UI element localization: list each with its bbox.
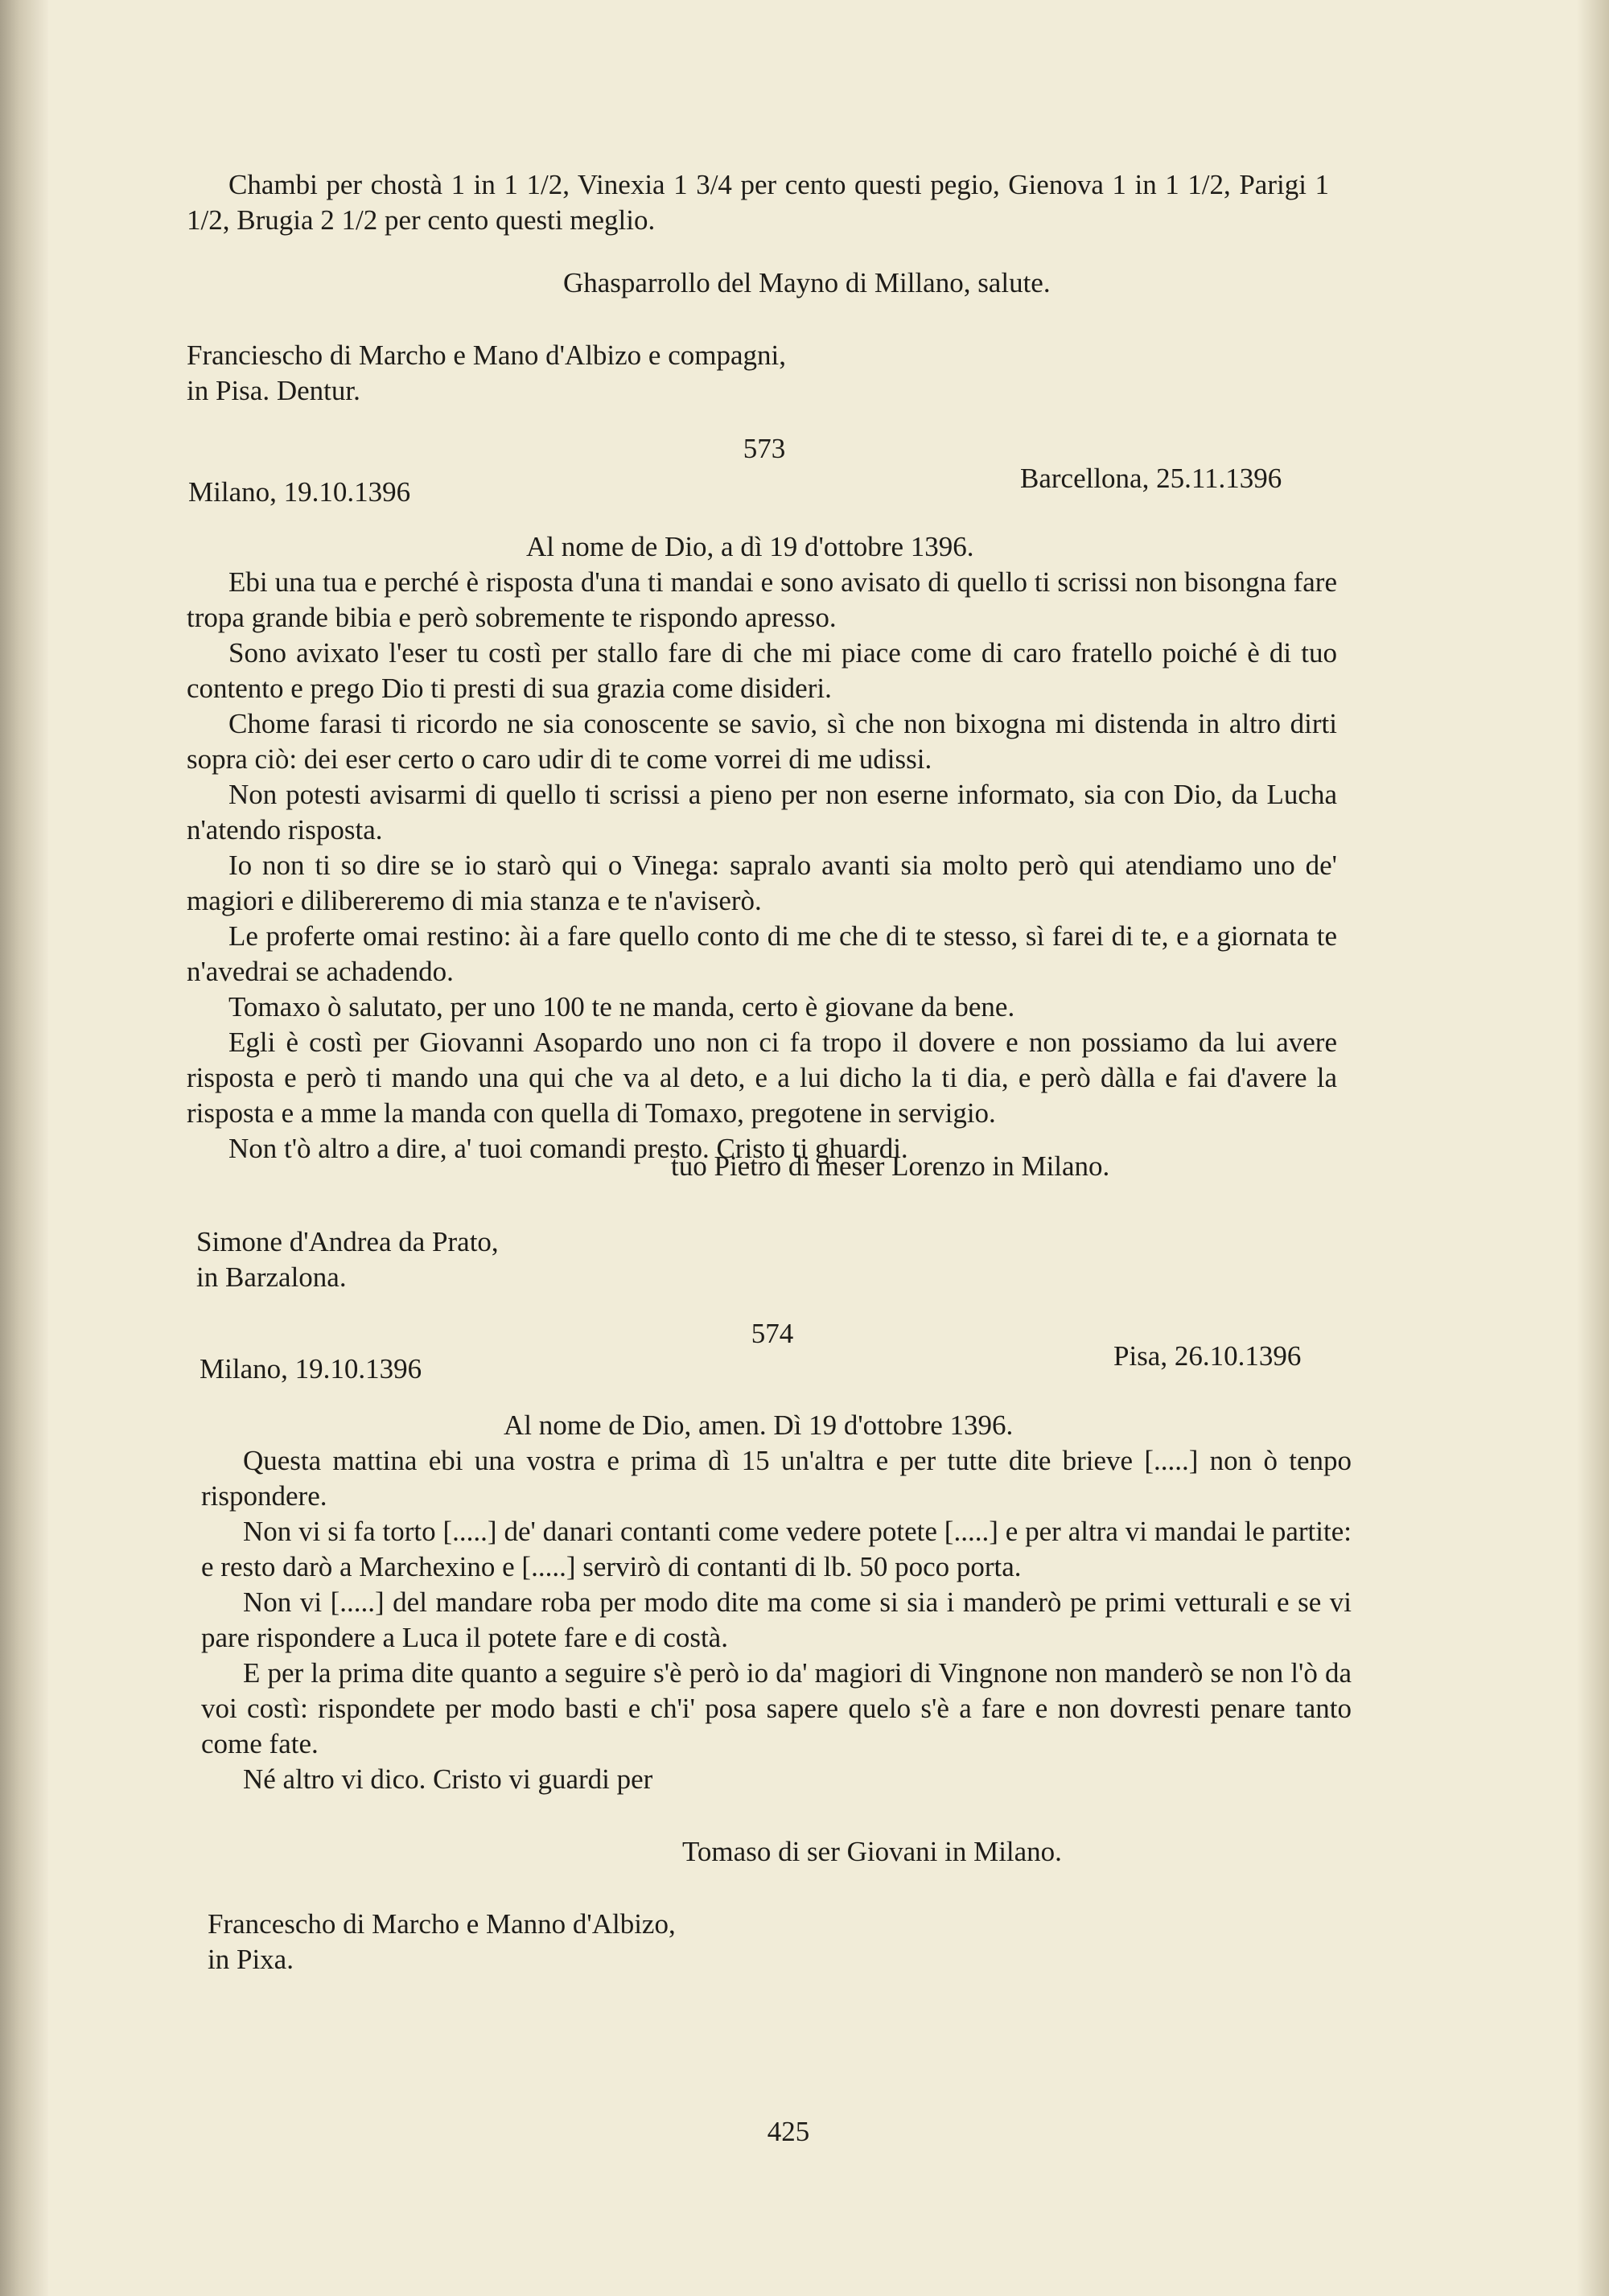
letter-574-paragraph: Né altro vi dico. Cristo vi guardi per	[243, 1763, 653, 1795]
letter-574-paragraph: Non vi si fa torto [.....] de' danari contanti come vedere potete [.....] e per altra vi mandai le partite: e resto darò a Marchexino e [.....] servirò di contanti di lb. 50 poco porta.	[201, 1516, 1352, 1582]
letter-573-address-line: Simone d'Andrea da Prato,	[196, 1226, 499, 1257]
intro-signature: Ghasparrollo del Mayno di Millano, salute.	[563, 267, 1051, 298]
letter-574-paragraph: Questa mattina ebi una vostra e prima dì 15 un'altra e per tutte dite brieve [.....] non ò tenpo rispondere.	[201, 1445, 1352, 1512]
letter-573-origin: Milano, 19.10.1396	[188, 476, 411, 508]
letter-574-greeting: Al nome de Dio, amen. Dì 19 d'ottobre 1396.	[504, 1409, 1014, 1441]
letter-573-destination: Barcellona, 25.11.1396	[1020, 463, 1282, 494]
letter-573-signature: tuo Pietro di meser Lorenzo in Milano.	[671, 1150, 1110, 1182]
letter-573-paragraph: Non potesti avisarmi di quello ti scrissi a pieno per non eserne informato, sia con Dio, da Lucha n'atendo risposta.	[187, 779, 1337, 846]
letter-574-number: 574	[751, 1318, 794, 1349]
letter-573-number: 573	[743, 433, 786, 464]
letter-574-address	[208, 1907, 932, 1977]
letter-573-paragraph: Io non ti so dire se io starò qui o Vinega: sapralo avanti sia molto però qui atendiamo uno de' magiori e dilibereremo di mia stanza e te n'aviserò.	[187, 850, 1337, 916]
book-gutter-shadow	[0, 0, 48, 2296]
letter-573-greeting: Al nome de Dio, a dì 19 d'ottobre 1396.	[526, 531, 974, 562]
intro-address	[187, 338, 991, 409]
intro-address-line: in Pisa. Dentur.	[187, 375, 360, 406]
letter-573-address-line: in Barzalona.	[196, 1261, 347, 1293]
letter-573-paragraph: Chome farasi ti ricordo ne sia conoscente se savio, sì che non bixogna mi distenda in altro dirti sopra ciò: dei eser certo o caro udir di te come vorrei di me udissi.	[187, 708, 1337, 775]
letter-573-paragraph: Sono avixato l'eser tu costì per stallo fare di che mi piace come di caro fratello poiché è di tuo contento e prego Dio ti presti di sua grazia come disideri.	[187, 637, 1337, 704]
letter-573-paragraph: Non t'ò altro a dire, a' tuoi comandi presto. Cristo ti ghuardi.	[228, 1133, 908, 1164]
letter-574-paragraph: E per la prima dite quanto a seguire s'è però io da' magiori di Vingnone non manderò se non l'ò da voi costì: rispondete per modo basti e ch'i' posa sapere quelo s'è a fare e non dovresti penare tanto come fate.	[201, 1657, 1352, 1759]
letter-573-paragraph: Ebi una tua e perché è risposta d'una ti mandai e sono avisato di quello ti scrissi non bisongna fare tropa grande bibia e però sobremente te rispondo apresso.	[187, 566, 1337, 633]
letter-573-address	[196, 1224, 920, 1295]
letter-574-body	[201, 1443, 1352, 1797]
intro-address-line: Francieschо di Marcho e Mano d'Albizo e compagni,	[187, 339, 786, 371]
letter-574-origin: Milano, 19.10.1396	[200, 1353, 422, 1385]
intro-paragraph: Chambi per chostà 1 in 1 1/2, Vinexia 1 3/4 per cento questi pegio, Gienova 1 in 1 1/2, Parigi 1 1/2, Brugia 2 1/2 per cento questi meglio.	[187, 169, 1329, 236]
letter-573-paragraph: Tomaxo ò salutato, per uno 100 te ne manda, certo è giovane da bene.	[228, 991, 1015, 1023]
page-edge-shadow	[1577, 0, 1609, 2296]
letter-574-signature: Tomaso di ser Giovani in Milano.	[682, 1836, 1062, 1867]
letter-573-paragraph: Egli è costì per Giovanni Asopardo uno non ci fa tropo il dovere e non possiamo da lui avere risposta e però ti mando una qui che va al deto, e a lui dicho la ti dia, e però dàlla e fai d'avere la risposta e a mme la manda con quella di Tomaxo, pregotene in servigio.	[187, 1027, 1337, 1129]
letter-574-address-line: Francescho di Marcho e Manno d'Albizo,	[208, 1908, 676, 1940]
letter-573-body	[187, 565, 1337, 1167]
letter-574-address-line: in Pixa.	[208, 1944, 294, 1975]
letter-574-paragraph: Non vi [.....] del mandare roba per modo dite ma come si sia i manderò pe primi vetturali e se vi pare rispondere a Luca il potete fare e di costà.	[201, 1586, 1352, 1653]
page-number: 425	[767, 2116, 810, 2147]
letter-574-destination: Pisa, 26.10.1396	[1113, 1340, 1302, 1372]
letter-573-paragraph: Le proferte omai restino: ài a fare quello conto di me che di te stesso, sì farei di te, e a giornata te n'avedrai se achadendo.	[187, 920, 1337, 987]
